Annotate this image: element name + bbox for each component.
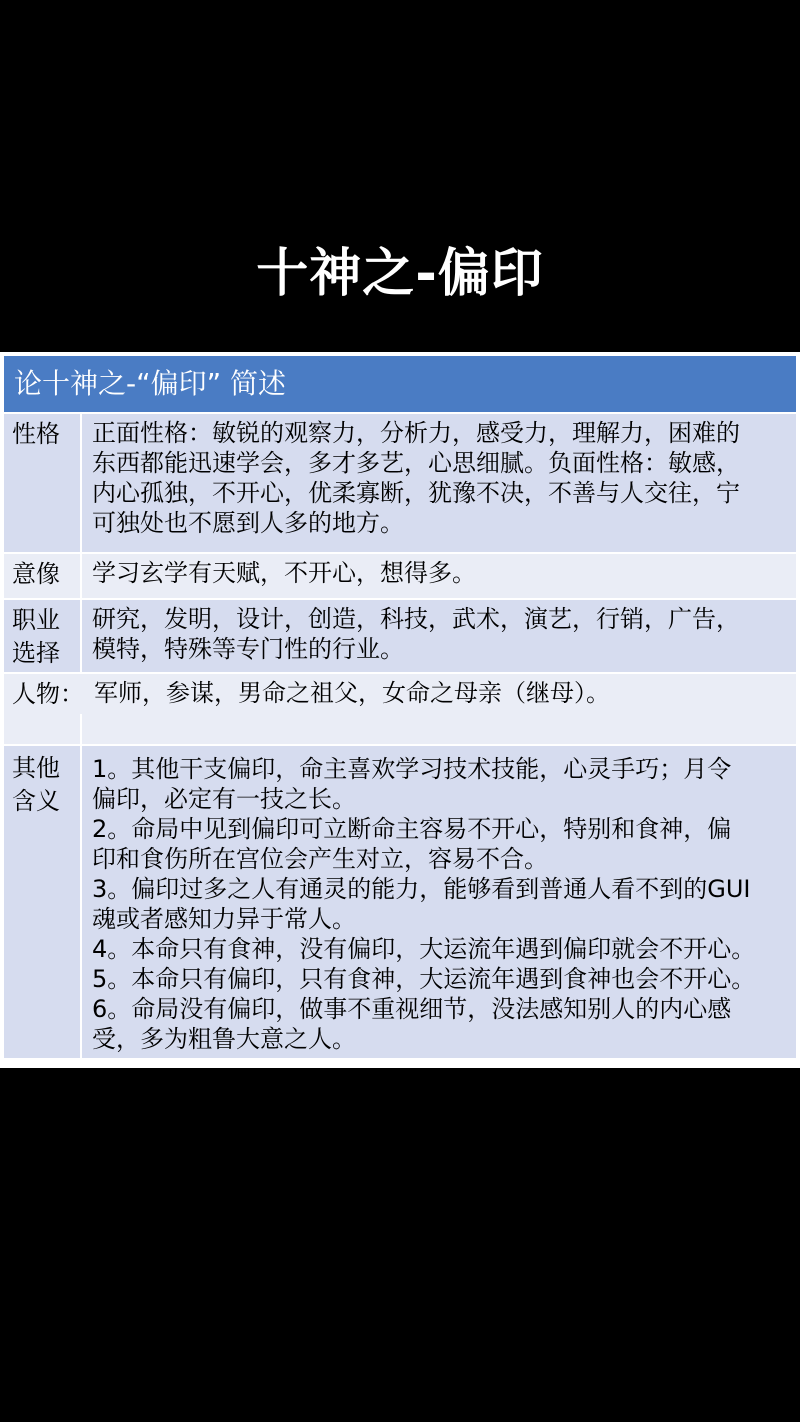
row-content-other-meanings: 1。其他干支偏印，命主喜欢学习技术技能，心灵手巧；月令 偏印，必定有一技之长。 2。命局中见到偏印可立断命主容易不开心，特别和食神，偏 印和食伤所在宫位会产生对立，容易不合。 3。偏印过多之人有通灵的能力，能够看到普通人看不到的GUI 魂或者感知力异于常人。 4。本命只有食神，没有偏印，大运流年遇到偏印就会不开心。 5。本命只有偏印，只有食神，大运流年遇到食神也会不开心。 6。命局没有偏印，做事不重视细节，没法感知别人的内心感 受，多为粗鲁大意之人。 [92,755,756,1053]
table-row-other-meanings [4,744,796,1058]
table-header-title: 论十神之-“偏印” 简述 [14,367,287,400]
table-row-figures [4,672,796,744]
table-row-career [4,598,796,672]
table-header [4,356,796,414]
row-content-imagery: 学习玄学有天赋，不开心，想得多。 [92,559,476,587]
page-title: 十神之-偏印 [256,244,544,304]
row-label-other-meanings: 其他 含义 [12,754,60,815]
row-content-career: 研究，发明，设计，创造，科技，武术，演艺，行销，广告， 模特，特殊等专门性的行业。 [92,605,740,663]
bottom-black-band [0,1068,800,1422]
row-label-imagery: 意像 [12,560,60,588]
table-row-imagery [4,552,796,598]
summary-table [4,356,796,1064]
column-divider [80,714,82,746]
row-label-career: 职业 选择 [12,606,60,667]
row-label-personality: 性格 [12,420,60,448]
row-content-figures: 军师，参谋，男命之祖父，女命之母亲（继母）。 [94,679,610,707]
table-row-personality [4,414,796,552]
row-label-figures: 人物： [12,680,84,708]
row-content-personality: 正面性格：敏锐的观察力，分析力，感受力，理解力，困难的 东西都能迅速学会，多才多艺，心思细腻。负面性格：敏感， 内心孤独，不开心，优柔寡断，犹豫不决，不善与人交往，宁 可独处也不愿到人多的地方。 [92,419,740,537]
slide [0,352,800,1068]
